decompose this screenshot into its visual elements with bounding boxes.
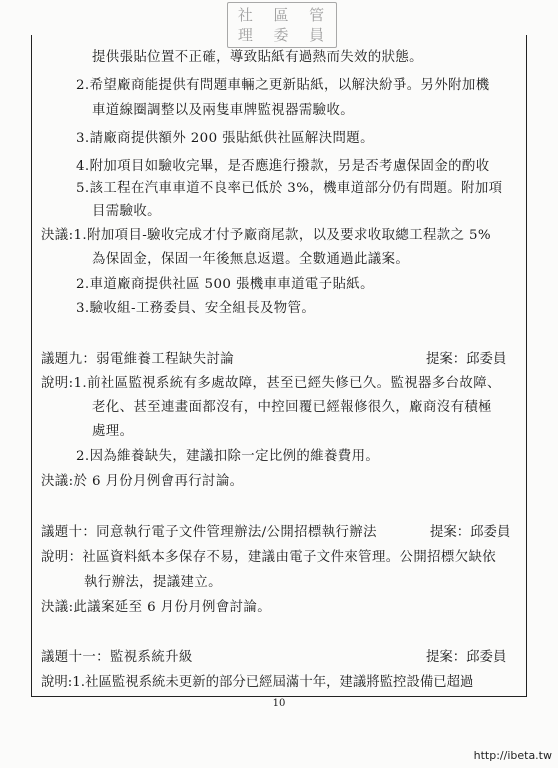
resolution-line: 決議:1.附加項目-驗收完成才付予廠商尾款，以及要求收取總工程款之 5% — [41, 228, 492, 243]
text-line: 說明:1.社區監視系統未更新的部分已經屆滿十年，建議將監控設備已超過 — [41, 675, 474, 690]
text-line: 2.希望廠商能提供有問題車輛之更新貼紙，以解決紛爭。另外附加機 — [76, 78, 490, 93]
resolution-line: 決議:此議案延至 6 月份月例會討論。 — [41, 600, 272, 615]
text-line: 4.附加項目如驗收完畢，是否應進行撥款，另是否考慮保固金的酌收 — [76, 159, 490, 174]
text-line: 處理。 — [92, 424, 134, 439]
text-line: 車道線圈調整以及兩隻車牌監視器需驗收。 — [92, 103, 355, 118]
text-line: 2.車道廠商提供社區 500 張機車車道電子貼紙。 — [76, 277, 374, 292]
watermark: http://ibeta.tw — [473, 749, 552, 762]
page-number: 10 — [272, 698, 286, 709]
text-line: 目需驗收。 — [92, 204, 161, 219]
text-line: 為保固金，保固一年後無息返還。全數通過此議案。 — [92, 252, 410, 267]
text-line: 提供張貼位置不正確，導致貼紙有過熱而失效的狀態。 — [92, 50, 423, 65]
proposer-label: 提案：邱委員 — [430, 525, 511, 540]
text-line: 3.請廠商提供額外 200 張貼紙供社區解決問題。 — [76, 131, 374, 146]
resolution-line: 決議:於 6 月份月例會再行討論。 — [41, 474, 244, 489]
text-line: 執行辦法，提議建立。 — [84, 575, 222, 590]
text-line: 2.因為維養缺失，建議扣除一定比例的維養費用。 — [76, 449, 380, 464]
agenda-title: 議題十一：監視系統升級 — [41, 650, 193, 665]
text-line: 說明:1.前社區監視系統有多處故障，甚至已經失修已久。監視器多台故障、 — [41, 376, 501, 391]
text-line: 3.驗收組-工務委員、安全組長及物管。 — [76, 301, 316, 316]
agenda-title: 議題十：同意執行電子文件管理辦法/公開招標執行辦法 — [41, 525, 377, 540]
text-line: 5.該工程在汽車車道不良率已低於 3%，機車道部分仍有問題。附加項 — [76, 181, 503, 196]
proposer-label: 提案：邱委員 — [426, 352, 507, 367]
text-line: 老化、甚至連畫面都沒有，中控回覆已經報修很久，廠商沒有積極 — [92, 400, 492, 415]
text-line: 說明：社區資料紙本多保存不易，建議由電子文件來管理。公開招標欠缺依 — [41, 550, 497, 565]
agenda-title: 議題九：弱電維養工程缺失討論 — [41, 352, 235, 367]
official-seal-stamp: 社 區 管 理 委 員 — [227, 2, 337, 48]
proposer-label: 提案：邱委員 — [426, 650, 507, 665]
